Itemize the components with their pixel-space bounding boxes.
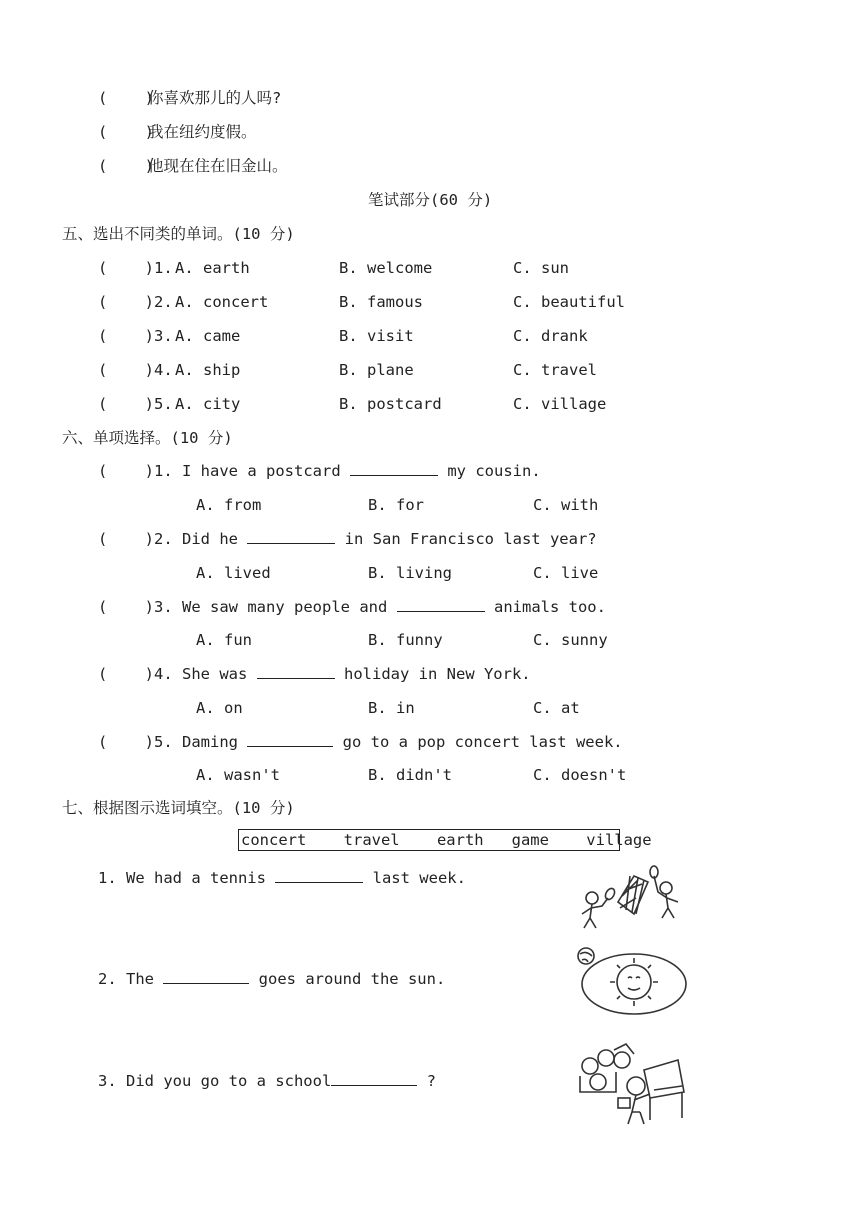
s5-item: ( )1. bbox=[98, 259, 173, 277]
section5-title: 五、选出不同类的单词。(10 分) bbox=[62, 225, 295, 243]
s6-question: ( )2. Did he in San Francisco last year? bbox=[98, 530, 597, 548]
s6-option-a: A. on bbox=[196, 699, 243, 717]
listening-item-2: ( )我在纽约度假。 bbox=[98, 123, 257, 141]
s6-option-a: A. fun bbox=[196, 631, 252, 649]
s5-option-b: B. visit bbox=[339, 327, 414, 345]
s5-option-c: C. village bbox=[513, 395, 607, 413]
s7-question-1: 1. We had a tennis last week. bbox=[98, 869, 466, 887]
s5-option-b: B. postcard bbox=[339, 395, 442, 413]
answer-blank[interactable] bbox=[397, 597, 485, 612]
earth-and-sun-picture bbox=[574, 944, 690, 1018]
s6-option-c: C. with bbox=[533, 496, 599, 514]
listening-item-1: ( )你喜欢那儿的人吗? bbox=[98, 89, 282, 107]
s5-option-c: C. beautiful bbox=[513, 293, 625, 311]
word-bank-box: concert travel earth game village bbox=[238, 829, 620, 851]
answer-blank[interactable] bbox=[247, 529, 335, 544]
school-concert-picture bbox=[574, 1036, 690, 1128]
s6-option-b: B. living bbox=[368, 564, 452, 582]
answer-blank[interactable] bbox=[275, 868, 363, 883]
s6-option-b: B. didn't bbox=[368, 766, 452, 784]
s5-option-a: A. came bbox=[175, 327, 241, 345]
s5-option-c: C. drank bbox=[513, 327, 588, 345]
answer-blank[interactable] bbox=[247, 732, 333, 747]
answer-blank[interactable] bbox=[331, 1071, 417, 1086]
s5-item: ( )3. bbox=[98, 327, 173, 345]
section7-title: 七、根据图示选词填空。(10 分) bbox=[62, 799, 295, 817]
s6-option-c: C. doesn't bbox=[533, 766, 627, 784]
s5-option-a: A. ship bbox=[175, 361, 241, 379]
s5-option-b: B. welcome bbox=[339, 259, 433, 277]
s6-option-c: C. live bbox=[533, 564, 599, 582]
s6-option-c: C. sunny bbox=[533, 631, 608, 649]
s5-option-c: C. travel bbox=[513, 361, 597, 379]
s6-option-b: B. funny bbox=[368, 631, 443, 649]
answer-blank[interactable] bbox=[257, 664, 335, 679]
s6-option-a: A. lived bbox=[196, 564, 271, 582]
written-part-title: 笔试部分(60 分) bbox=[368, 191, 493, 209]
s6-question: ( )4. She was holiday in New York. bbox=[98, 665, 531, 683]
s6-question: ( )3. We saw many people and animals too. bbox=[98, 598, 606, 616]
s7-question-3: 3. Did you go to a school ? bbox=[98, 1072, 436, 1090]
s5-item: ( )4. bbox=[98, 361, 173, 379]
s7-question-2: 2. The goes around the sun. bbox=[98, 970, 446, 988]
s6-option-b: B. for bbox=[368, 496, 424, 514]
s6-option-b: B. in bbox=[368, 699, 415, 717]
s5-option-a: A. concert bbox=[175, 293, 269, 311]
s5-option-a: A. earth bbox=[175, 259, 250, 277]
s5-option-b: B. plane bbox=[339, 361, 414, 379]
answer-blank[interactable] bbox=[350, 461, 438, 476]
s6-option-a: A. wasn't bbox=[196, 766, 280, 784]
s5-option-a: A. city bbox=[175, 395, 241, 413]
answer-blank[interactable] bbox=[163, 969, 249, 984]
listening-item-3: ( )他现在住在旧金山。 bbox=[98, 157, 288, 175]
section6-title: 六、单项选择。(10 分) bbox=[62, 429, 233, 447]
s6-option-a: A. from bbox=[196, 496, 262, 514]
tennis-players-picture bbox=[574, 862, 686, 932]
s5-option-c: C. sun bbox=[513, 259, 569, 277]
s6-question: ( )5. Daming go to a pop concert last week. bbox=[98, 733, 623, 751]
s6-question: ( )1. I have a postcard my cousin. bbox=[98, 462, 541, 480]
s5-item: ( )5. bbox=[98, 395, 173, 413]
s5-option-b: B. famous bbox=[339, 293, 423, 311]
s6-option-c: C. at bbox=[533, 699, 580, 717]
s5-item: ( )2. bbox=[98, 293, 173, 311]
